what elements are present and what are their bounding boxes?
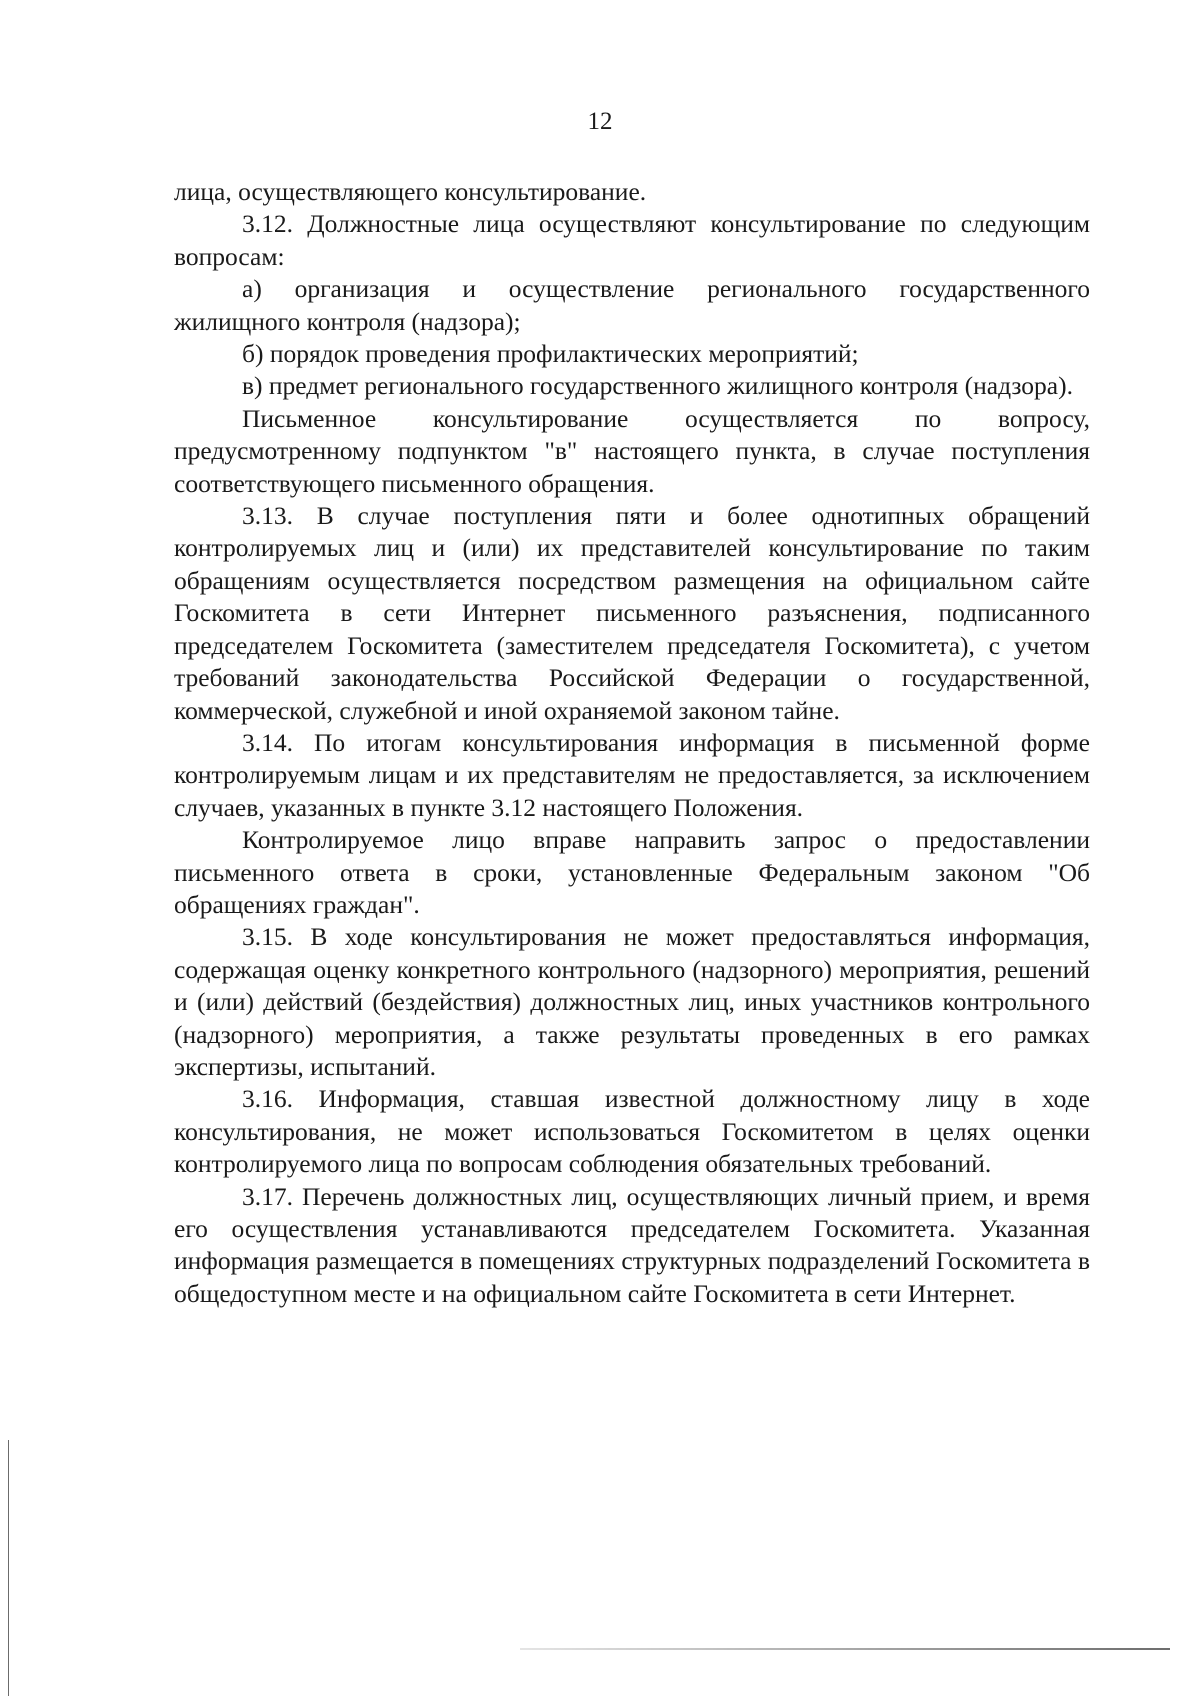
paragraph-3-16: 3.16. Информация, ставшая известной должностному лицу в ходе консультирования, не может использоваться Госкомитетом в целях оценки контролируемого лица по вопросам соблюдения обязательных требований. [174, 1084, 1090, 1179]
paragraph-3-17: 3.17. Перечень должностных лиц, осуществляющих личный прием, и время его осуществления устанавливаются председателем Госкомитета. Указанная информация размещается в помещениях структурных подразделений Госкомитета в общедоступном месте и на официальном сайте Госкомитета в сети Интернет. [174, 1181, 1090, 1308]
document-body [174, 176, 1090, 1310]
scan-bottom-rule [520, 1648, 1170, 1650]
paragraph-3-12: 3.12. Должностные лица осуществляют консультирование по следующим вопросам: [174, 209, 1090, 271]
paragraph-continuation: лица, осуществляющего консультирование. [174, 177, 647, 206]
scan-margin-line [8, 1440, 9, 1696]
paragraph-3-15: 3.15. В ходе консультирования не может предоставляться информация, содержащая оценку конкретного контрольного (надзорного) мероприятия, решений и (или) действий (бездействия) должностных лиц, иных участников контрольного (надзорного) мероприятия, а также результаты проведенных в его рамках экспертизы, испытаний. [174, 922, 1090, 1081]
list-item-b: б) порядок проведения профилактических мероприятий; [242, 339, 859, 369]
paragraph-written-consulting: Письменное консультирование осуществляется по вопросу, предусмотренному подпунктом "в" настоящего пункта, в случае поступления соответствующего письменного обращения. [174, 403, 1090, 498]
list-item-v: в) предмет регионального государственного жилищного контроля (надзора). [242, 371, 1073, 401]
paragraph-request: Контролируемое лицо вправе направить запрос о предоставлении письменного ответа в сроки, установленные Федеральным законом "Об обращениях граждан". [174, 825, 1090, 919]
paragraph-3-13: 3.13. В случае поступления пяти и более однотипных обращений контролируемых лиц и (или) их представителей консультирование по таким обращениям осуществляется посредством размещения на официальном сайте Госкомитета в сети Интернет письменного разъяснения, подписанного председателем Госкомитета (заместителем председателя Госкомитета), с учетом требований законодательства Российской Федерации о государственной, коммерческой, служебной и иной охраняемой законом тайне. [174, 501, 1090, 725]
paragraph-3-14: 3.14. По итогам консультирования информация в письменной форме контролируемым лицам и их представителям не предоставляется, за исключением случаев, указанных в пункте 3.12 настоящего Положения. [174, 727, 1090, 822]
list-item-a: а) организация и осуществление регионального государственного жилищного контроля (надзора); [174, 274, 1090, 336]
page-number: 12 [587, 108, 613, 135]
